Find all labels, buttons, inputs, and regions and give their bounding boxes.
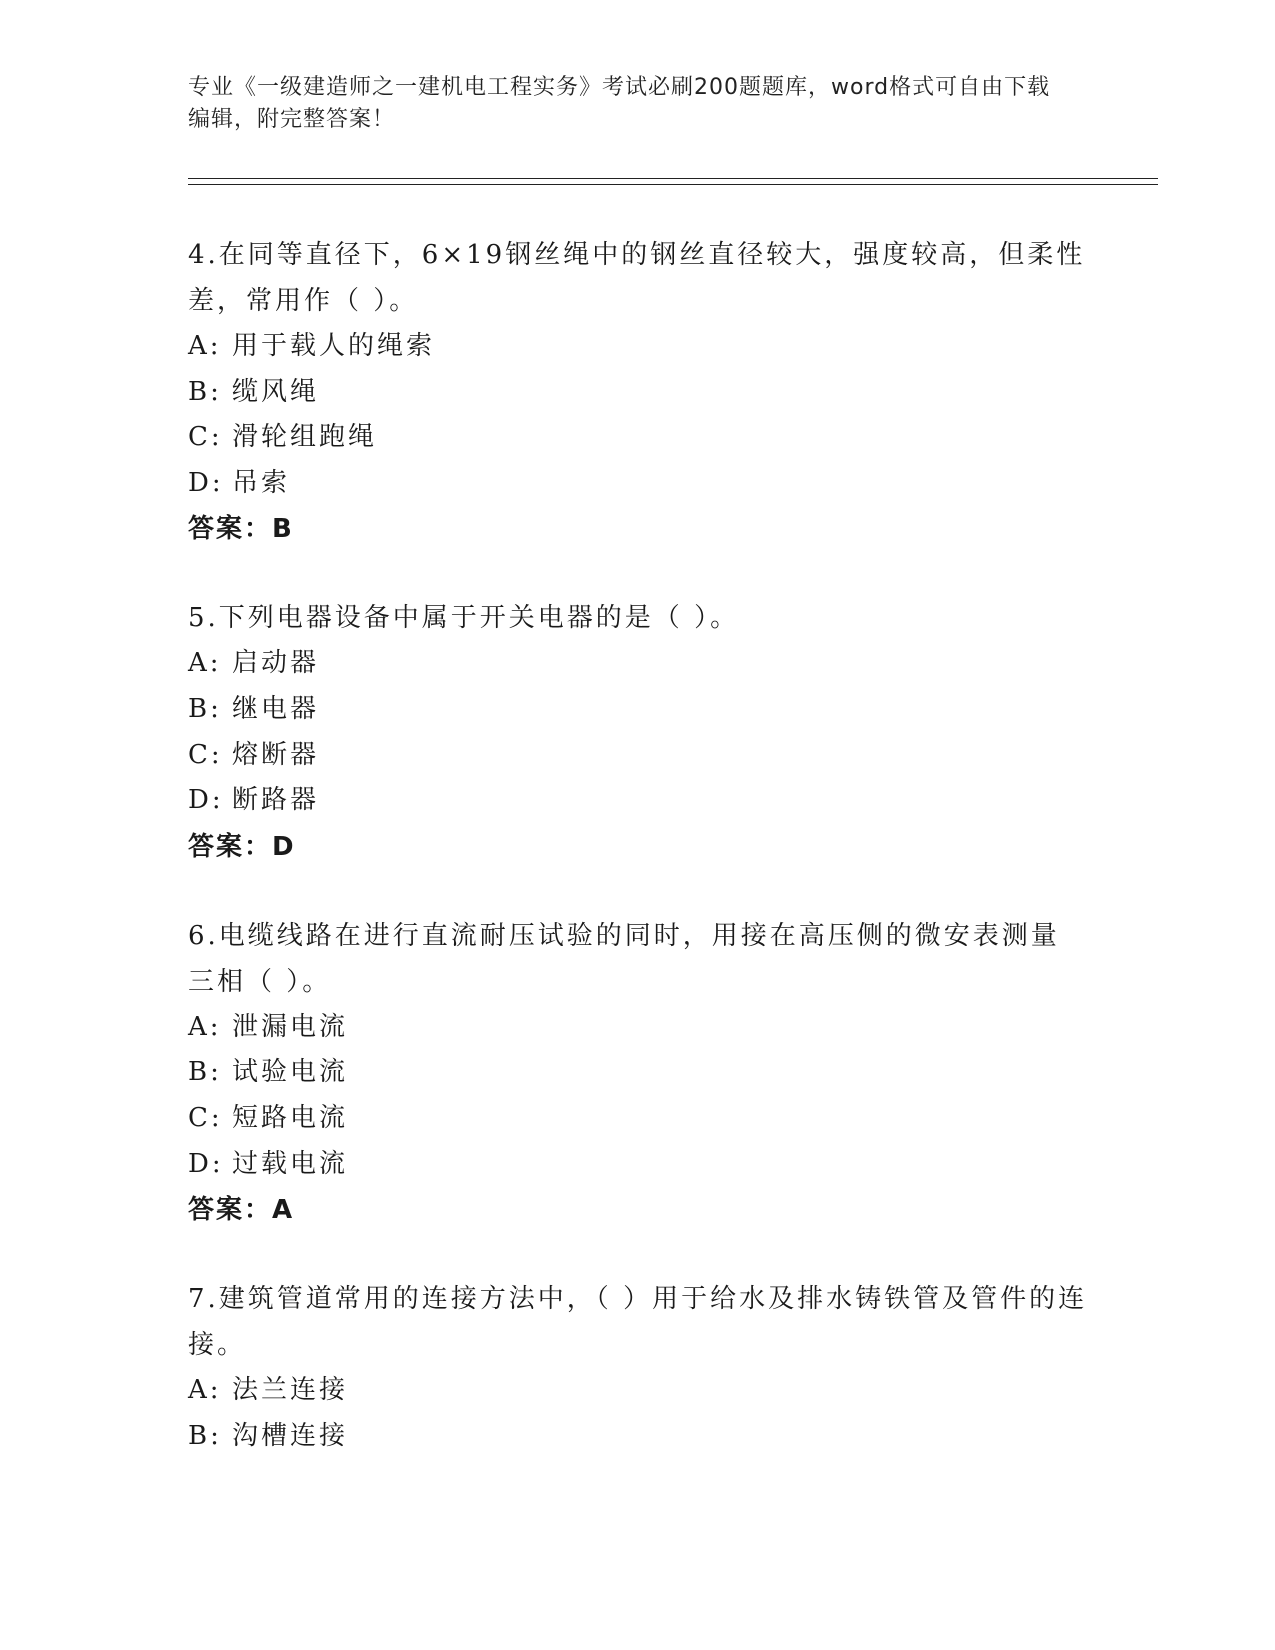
option-letter: A: xyxy=(188,1375,222,1406)
option-letter: B: xyxy=(188,693,222,724)
option-a xyxy=(188,324,1088,370)
option-letter: C: xyxy=(188,422,223,453)
option-letter: B: xyxy=(188,1420,222,1451)
option-text: 熔断器 xyxy=(232,739,320,770)
option-text: 沟槽连接 xyxy=(232,1420,349,1451)
option-d xyxy=(188,461,1088,507)
option-d xyxy=(188,1142,1088,1188)
option-text: 继电器 xyxy=(232,693,320,724)
option-text: 用于载人的绳索 xyxy=(232,331,436,361)
question-stem: 6.电缆线路在进行直流耐压试验的同时，用接在高压侧的微安表测量三相（ ）。 xyxy=(188,920,1060,997)
question-item xyxy=(188,1276,1088,1459)
question-stem: 5.下列电器设备中属于开关电器的是（ ）。 xyxy=(188,603,740,634)
question-item xyxy=(188,595,1088,869)
option-letter: C: xyxy=(188,739,223,770)
option-letter: D: xyxy=(188,1148,224,1179)
answer-line: 答案：D xyxy=(188,831,296,862)
question-item xyxy=(188,913,1088,1233)
option-letter: B: xyxy=(188,1057,222,1088)
option-letter: A: xyxy=(188,648,222,679)
option-text: 滑轮组跑绳 xyxy=(232,422,378,453)
answer-line: 答案：B xyxy=(188,514,294,545)
option-letter: B: xyxy=(188,376,222,407)
option-a xyxy=(188,641,1088,687)
page-header: 专业《一级建造师之一建机电工程实务》考试必刷200题题库，word格式可自由下载编辑，附完整答案！ xyxy=(188,75,1051,132)
option-c xyxy=(188,1096,1088,1142)
option-letter: D: xyxy=(188,467,224,498)
option-c xyxy=(188,415,1088,461)
option-text: 泄漏电流 xyxy=(232,1011,349,1042)
question-stem: 4.在同等直径下，6×19钢丝绳中的钢丝直径较大，强度较高，但柔性差，常用作（ ）。 xyxy=(188,240,1086,316)
option-a xyxy=(188,1005,1088,1051)
option-text: 断路器 xyxy=(232,785,320,816)
question-item xyxy=(188,232,1088,552)
option-text: 法兰连接 xyxy=(232,1375,349,1406)
option-letter: D: xyxy=(188,785,224,816)
option-d xyxy=(188,778,1088,824)
option-text: 过载电流 xyxy=(232,1148,349,1179)
option-text: 缆风绳 xyxy=(232,376,320,407)
option-b xyxy=(188,687,1088,733)
header-rule-bottom xyxy=(188,184,1158,185)
question-list xyxy=(188,232,1088,1502)
option-c xyxy=(188,733,1088,779)
answer-line: 答案：A xyxy=(188,1195,295,1226)
option-text: 试验电流 xyxy=(232,1057,349,1088)
option-letter: A: xyxy=(188,331,222,361)
option-letter: C: xyxy=(188,1102,223,1133)
option-a xyxy=(188,1368,1088,1414)
option-b xyxy=(188,370,1088,416)
option-b xyxy=(188,1050,1088,1096)
option-text: 启动器 xyxy=(232,648,320,679)
option-b xyxy=(188,1414,1088,1460)
option-text: 吊索 xyxy=(232,467,291,498)
question-stem: 7.建筑管道常用的连接方法中，（ ）用于给水及排水铸铁管及管件的连接。 xyxy=(188,1284,1088,1361)
header-rule-top xyxy=(188,178,1158,179)
option-letter: A: xyxy=(188,1011,222,1042)
option-text: 短路电流 xyxy=(232,1102,349,1133)
